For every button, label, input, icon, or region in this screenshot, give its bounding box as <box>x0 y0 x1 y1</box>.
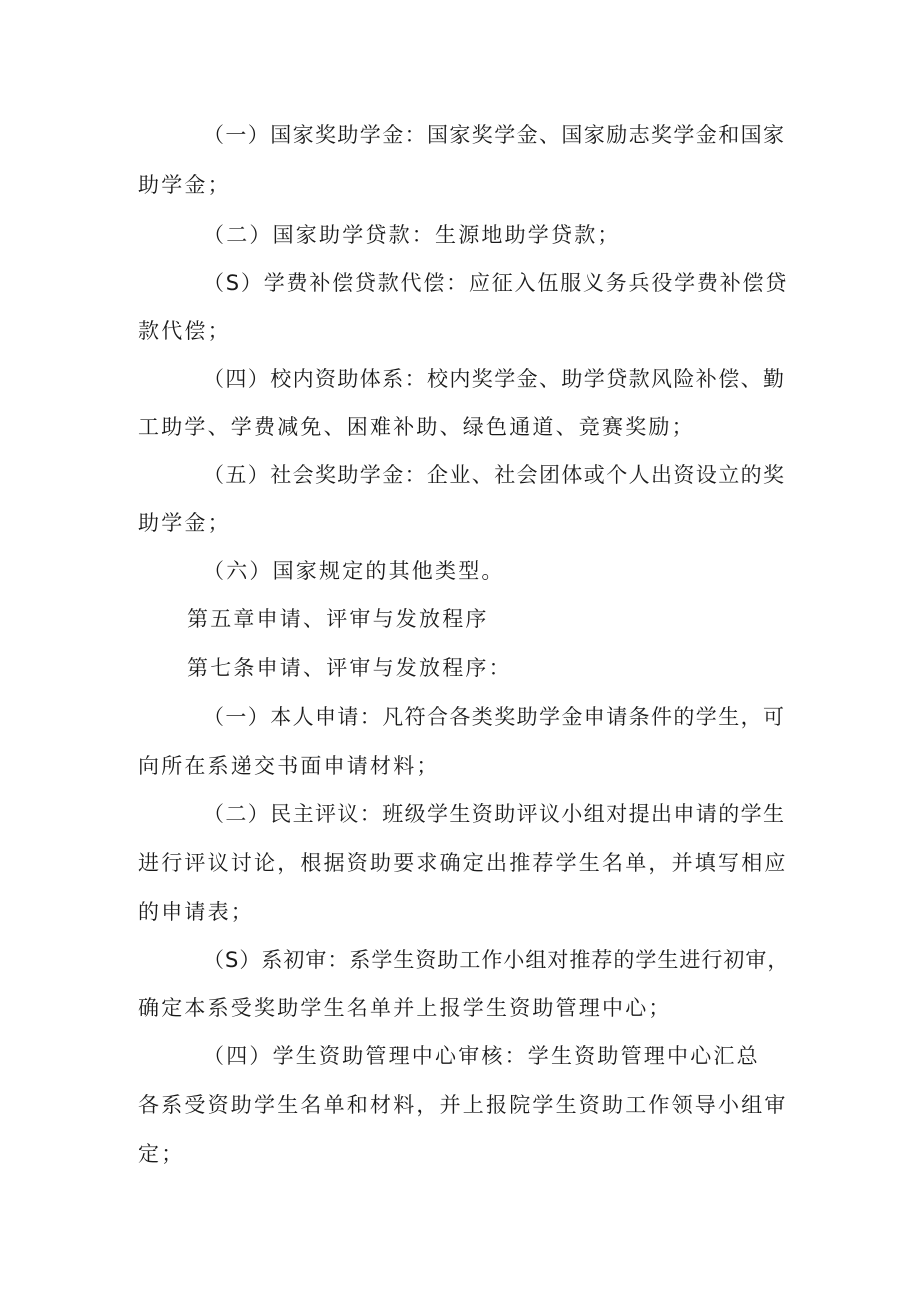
list-item-3-line-2: 款代偿； <box>138 319 231 343</box>
list-item-4-line-1: （四）校内资助体系：校内奖学金、助学贷款风险补偿、勤 <box>203 367 786 391</box>
list-item-2-line-1: （二）国家助学贷款：生源地助学贷款； <box>203 223 621 247</box>
step-2-line-1: （二）民主评议：班级学生资助评议小组对提出申请的学生 <box>203 802 786 826</box>
chapter-heading: 第五章申请、评审与发放程序 <box>187 607 489 631</box>
step-2-line-2: 进行评议讨论，根据资助要求确定出推荐学生名单，并填写相应 <box>138 851 788 875</box>
step-2-line-3: 的申请表； <box>138 900 254 924</box>
list-item-1-line-1: （一）国家奖助学金：国家奖学金、国家励志奖学金和国家 <box>203 123 786 147</box>
list-item-5-line-1: （五）社会奖助学金：企业、社会团体或个人出资设立的奖 <box>203 463 786 487</box>
list-item-3-line-1: （S）学费补偿贷款代偿：应征入伍服义务兵役学费补偿贷 <box>203 271 789 295</box>
step-3-line-2: 确定本系受奖助学生名单并上报学生资助管理中心； <box>138 996 672 1020</box>
article-heading: 第七条申请、评审与发放程序： <box>187 656 512 680</box>
step-1-line-1: （一）本人申请：凡符合各类奖助学金申请条件的学生，可 <box>203 705 786 729</box>
step-1-line-2: 向所在系递交书面申请材料； <box>138 754 440 778</box>
list-item-1-line-2: 助学金； <box>138 173 231 197</box>
list-item-4-line-2: 工助学、学费减免、困难补助、绿色通道、竞赛奖励； <box>138 415 695 439</box>
list-item-5-line-2: 助学金； <box>138 511 231 535</box>
list-item-6-line-1: （六）国家规定的其他类型。 <box>203 559 505 583</box>
step-4-line-1: （四）学生资助管理中心审核：学生资助管理中心汇总 <box>203 1044 760 1068</box>
step-3-line-1: （S）系初审：系学生资助工作小组对推荐的学生进行初审， <box>203 948 790 972</box>
step-4-line-3: 定； <box>138 1142 185 1166</box>
step-4-line-2: 各系受资助学生名单和材料，并上报院学生资助工作领导小组审 <box>138 1093 788 1117</box>
